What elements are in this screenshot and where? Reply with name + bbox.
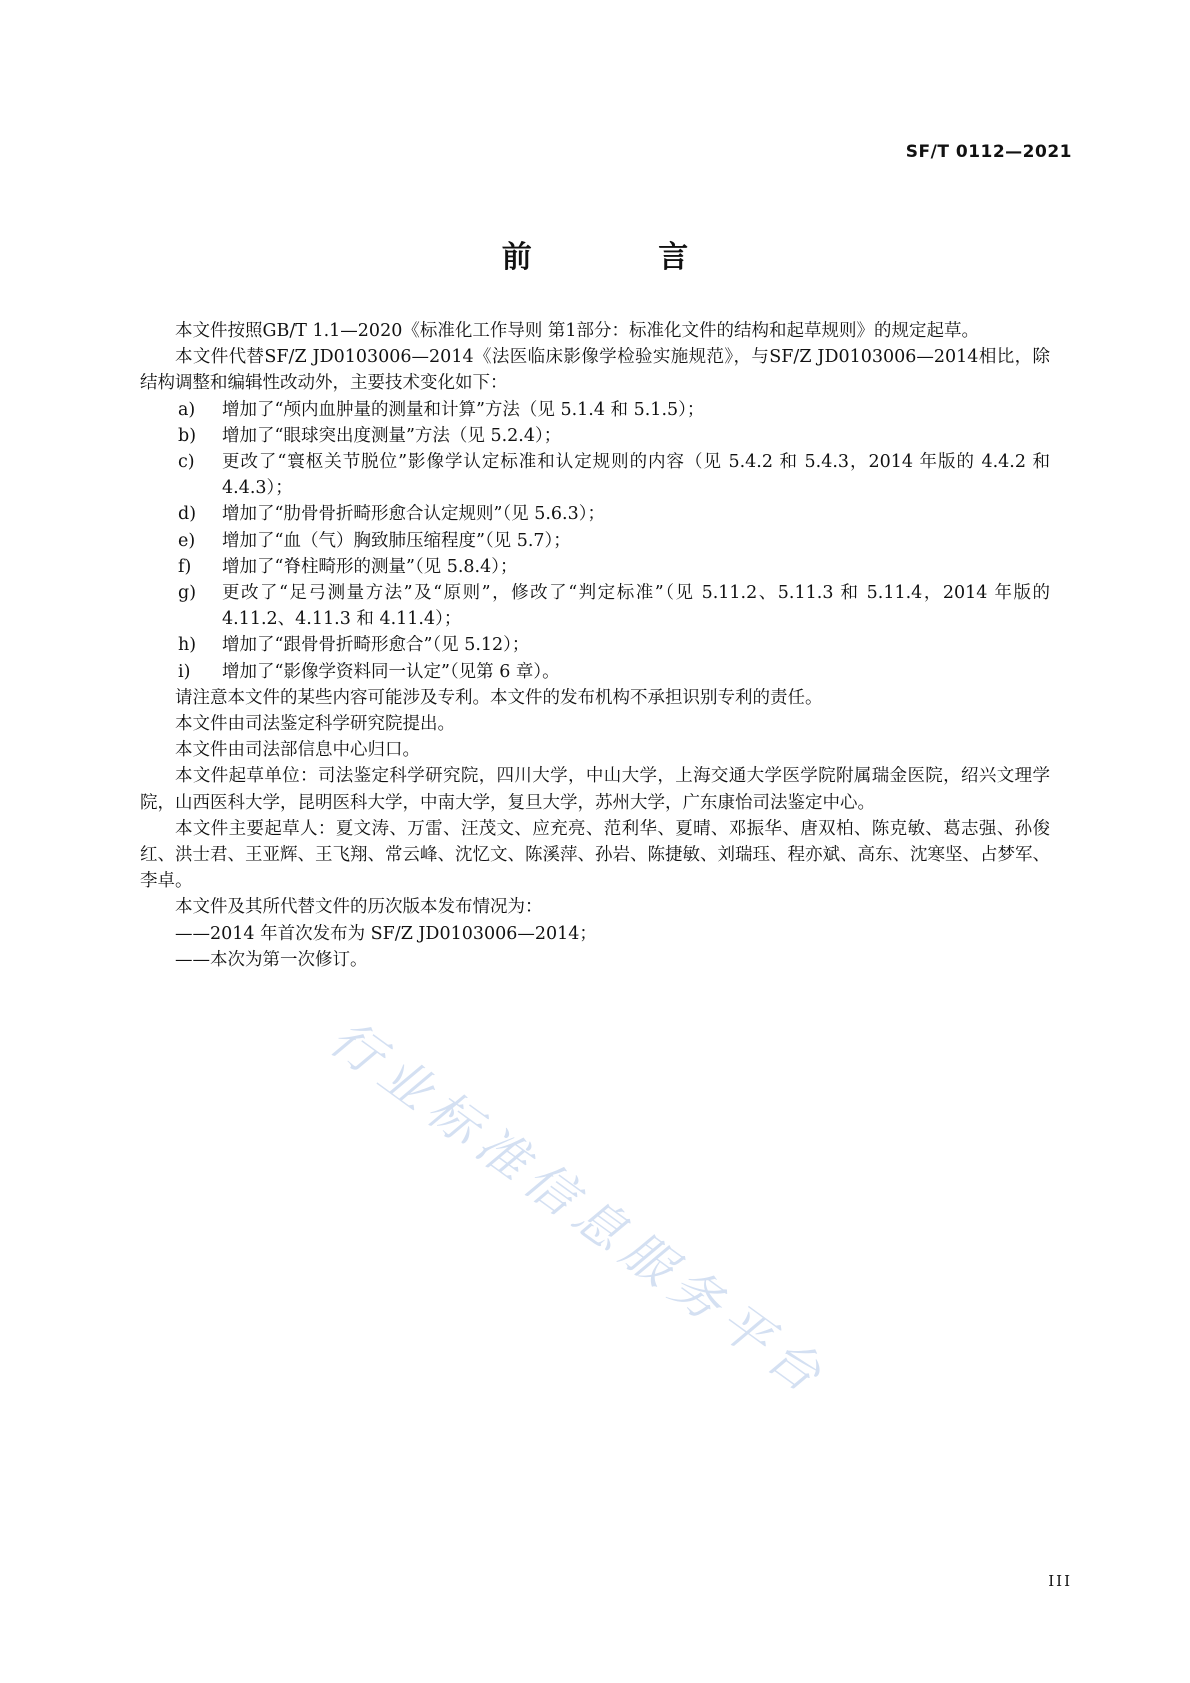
page-title: 前 言 xyxy=(501,240,747,275)
list-item-text: 更改了“足弓测量方法”及“原则”，修改了“判定标准”（见 5.11.2、5.11.3 和 5.11.4，2014 年版的 4.11.2、4.11.3 和 4.11.4）； xyxy=(222,583,1050,630)
list-item-text: 增加了“跟骨骨折畸形愈合”（见 5.12）； xyxy=(222,635,530,656)
list-item xyxy=(140,659,1050,685)
history-item: ——2014 年首次发布为 SF/Z JD0103006—2014； xyxy=(175,923,597,944)
paragraph-drafters: 本文件主要起草人：夏文涛、万雷、汪茂文、应充亮、范利华、夏晴、邓振华、唐双柏、陈克敏、葛志强、孙俊红、洪士君、王亚辉、王飞翔、常云峰、沈忆文、陈溪萍、孙岩、陈捷敏、刘瑞珏、程亦斌、高东、沈寒坚、占梦军、李卓。 xyxy=(140,818,1050,892)
list-item xyxy=(140,632,1050,658)
paragraph-version-history: 本文件及其所代替文件的历次版本发布情况为： xyxy=(175,897,543,918)
list-item-label: g) xyxy=(178,583,197,604)
list-item-text: 增加了“眼球突出度测量”方法（见 5.2.4）； xyxy=(222,425,562,446)
paragraph-proposer: 本文件由司法鉴定科学研究院提出。 xyxy=(175,714,455,735)
list-item xyxy=(140,554,1050,580)
list-item-text: 增加了“血（气）胸致肺压缩程度”（见 5.7）； xyxy=(222,530,571,551)
paragraph-replacement: 本文件代替SF/Z JD0103006—2014《法医临床影像学检验实施规范》，与SF/Z JD0103006—2014相比，除结构调整和编辑性改动外，主要技术变化如下： xyxy=(140,347,1050,394)
list-item xyxy=(140,580,1050,632)
paragraph-patent-notice: 请注意本文件的某些内容可能涉及专利。本文件的发布机构不承担识别专利的责任。 xyxy=(175,687,823,708)
standard-code: SF/T 0112—2021 xyxy=(905,142,1072,162)
list-item-label: f) xyxy=(178,556,192,577)
list-item-label: e) xyxy=(178,530,196,551)
list-item xyxy=(140,528,1050,554)
list-item-label: i) xyxy=(178,661,191,682)
list-item-label: h) xyxy=(178,635,197,656)
list-item-label: d) xyxy=(178,504,197,525)
watermark: 行业标准信息服务平台 xyxy=(319,1008,839,1409)
list-item-text: 增加了“脊柱畸形的测量”（见 5.8.4）； xyxy=(222,556,518,577)
list-item xyxy=(140,423,1050,449)
preface-body xyxy=(140,318,1050,973)
paragraph-drafting-rule: 本文件按照GB/T 1.1—2020《标准化工作导则 第1部分：标准化文件的结构和起草规则》的规定起草。 xyxy=(175,321,980,341)
list-item xyxy=(140,397,1050,423)
list-item xyxy=(140,501,1050,527)
list-item-label: b) xyxy=(178,425,197,446)
list-item-text: 增加了“肋骨骨折畸形愈合认定规则”（见 5.6.3）； xyxy=(222,504,605,525)
list-item-label: c) xyxy=(178,452,195,473)
list-item-label: a) xyxy=(178,399,196,420)
list-item-text: 更改了“寰枢关节脱位”影像学认定标准和认定规则的内容（见 5.4.2 和 5.4.3，2014 年版的 4.4.2 和 4.4.3）； xyxy=(222,452,1050,499)
paragraph-administrator: 本文件由司法部信息中心归口。 xyxy=(175,740,420,761)
paragraph-drafting-units: 本文件起草单位：司法鉴定科学研究院，四川大学，中山大学，上海交通大学医学院附属瑞金医院，绍兴文理学院，山西医科大学，昆明医科大学，中南大学，复旦大学，苏州大学，广东康怡司法鉴定中心。 xyxy=(140,766,1050,813)
list-item xyxy=(140,449,1050,501)
list-item-text: 增加了“影像学资料同一认定”（见第 6 章）。 xyxy=(222,661,560,682)
list-item-text: 增加了“颅内血肿量的测量和计算”方法（见 5.1.4 和 5.1.5）； xyxy=(222,399,705,420)
history-item: ——本次为第一次修订。 xyxy=(175,949,368,970)
page-number: III xyxy=(1048,1572,1072,1590)
